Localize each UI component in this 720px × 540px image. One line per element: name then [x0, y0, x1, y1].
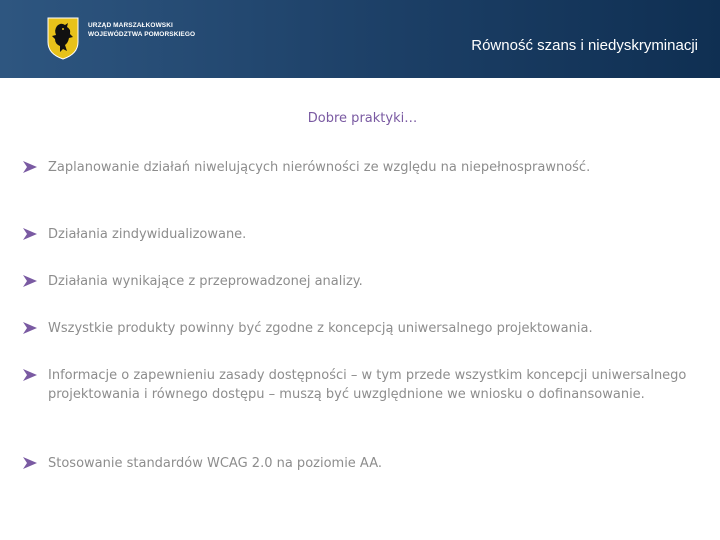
bullet-text: Informacje o zapewnieniu zasady dostępności – w tym przede wszystkim koncepcji uniwersalnego projektowania i równego dostępu – muszą być uwzględnione we wniosku o dofinansowanie. — [48, 368, 687, 402]
organization-name-line1: URZĄD MARSZAŁKOWSKI — [88, 22, 173, 29]
arrow-bullet-icon — [22, 320, 38, 336]
slide-title: Równość szans i niedyskryminacji — [471, 37, 698, 54]
bullet-item — [22, 158, 712, 177]
arrow-bullet-icon — [22, 455, 38, 471]
bullet-item — [22, 225, 712, 244]
bullet-text: Działania wynikające z przeprowadzonej analizy. — [48, 274, 363, 289]
bullet-text: Działania zindywidualizowane. — [48, 227, 247, 242]
bullet-item — [22, 454, 712, 473]
arrow-bullet-icon — [22, 226, 38, 242]
section-subtitle: Dobre praktyki… — [307, 111, 418, 126]
bullet-item — [22, 366, 712, 404]
arrow-bullet-icon — [22, 367, 38, 383]
bullet-text: Stosowanie standardów WCAG 2.0 na poziomie AA. — [48, 456, 382, 471]
bullet-item — [22, 272, 712, 291]
organization-name-line2: WOJEWÓDZTWA POMORSKIEGO — [88, 31, 196, 38]
bullet-item — [22, 319, 712, 338]
arrow-bullet-icon — [22, 159, 38, 175]
arrow-bullet-icon — [22, 273, 38, 289]
bullet-text: Wszystkie produkty powinny być zgodne z koncepcją uniwersalnego projektowania. — [48, 321, 593, 336]
bullet-text: Zaplanowanie działań niwelujących nierówności ze względu na niepełnosprawność. — [48, 160, 591, 175]
